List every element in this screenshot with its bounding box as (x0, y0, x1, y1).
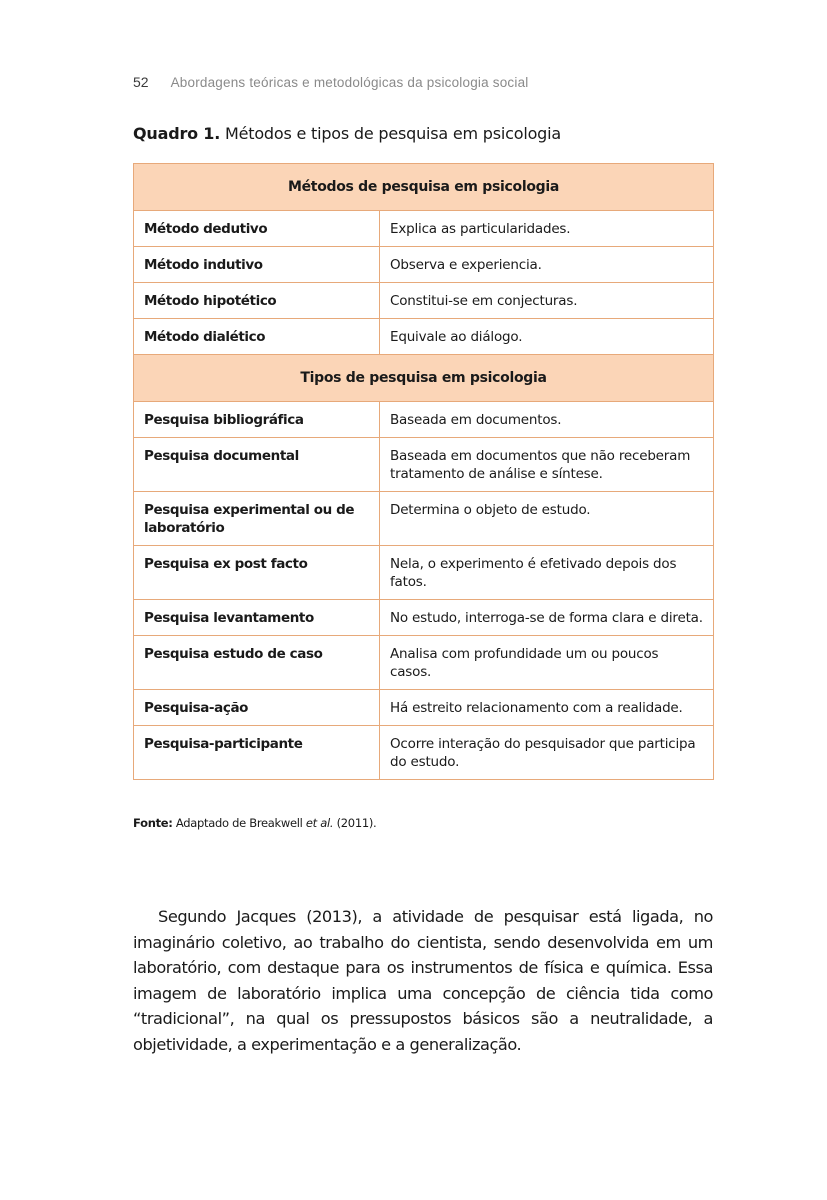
row-description: Constitui-se em conjecturas. (380, 283, 714, 319)
table-caption (133, 124, 561, 143)
section-heading-types: Tipos de pesquisa em psicologia (134, 355, 714, 402)
running-title: Abordagens teóricas e metodológicas da psicologia social (170, 75, 529, 90)
row-term: Pesquisa experimental ou de laboratório (134, 492, 380, 546)
table-row (134, 546, 714, 600)
caption-label: Quadro 1. (133, 124, 221, 143)
row-term: Pesquisa bibliográfica (134, 402, 380, 438)
section-heading-methods: Métodos de pesquisa em psicologia (134, 164, 714, 211)
row-description: Explica as particularidades. (380, 211, 714, 247)
row-description: Equivale ao diálogo. (380, 319, 714, 355)
row-term: Pesquisa levantamento (134, 600, 380, 636)
row-description: Há estreito relacionamento com a realidade. (380, 690, 714, 726)
page-number: 52 (133, 74, 149, 90)
row-term: Método dialético (134, 319, 380, 355)
table-row (134, 690, 714, 726)
row-term: Pesquisa-participante (134, 726, 380, 780)
table-row (134, 247, 714, 283)
source-text: Adaptado de Breakwell (172, 816, 306, 830)
source-label: Fonte: (133, 816, 173, 830)
row-description: Baseada em documentos. (380, 402, 714, 438)
table-row (134, 438, 714, 492)
table-row (134, 636, 714, 690)
source-year: (2011). (333, 816, 377, 830)
row-description: Baseada em documentos que não receberam tratamento de análise e síntese. (380, 438, 714, 492)
table-row (134, 211, 714, 247)
caption-title: Métodos e tipos de pesquisa em psicologia (225, 124, 561, 143)
running-header (133, 74, 529, 90)
body-paragraph: Segundo Jacques (2013), a atividade de pesquisar está ligada, no imaginário coletivo, ao trabalho do cientista, sendo desenvolvida em um laboratório, com destaque para os instrumentos de física e química. Essa imagem de laboratório implica uma concepção de ciência tida como “tradicional”, na qual os pressupostos básicos são a neutralidade, a objetividade, a experimentação e a generalização. (133, 907, 713, 1054)
row-term: Pesquisa estudo de caso (134, 636, 380, 690)
table-row (134, 319, 714, 355)
row-term: Pesquisa documental (134, 438, 380, 492)
table-row (134, 600, 714, 636)
row-description: Analisa com profundidade um ou poucos casos. (380, 636, 714, 690)
table-row (134, 492, 714, 546)
table-row (134, 726, 714, 780)
section-header-row (134, 355, 714, 402)
row-description: Nela, o experimento é efetivado depois dos fatos. (380, 546, 714, 600)
table-source (133, 816, 376, 830)
table-row (134, 283, 714, 319)
methods-table (133, 163, 714, 780)
row-description: No estudo, interroga-se de forma clara e direta. (380, 600, 714, 636)
row-term: Pesquisa ex post facto (134, 546, 380, 600)
row-description: Ocorre interação do pesquisador que participa do estudo. (380, 726, 714, 780)
row-term: Método indutivo (134, 247, 380, 283)
row-term: Método hipotético (134, 283, 380, 319)
row-description: Observa e experiencia. (380, 247, 714, 283)
table-row (134, 402, 714, 438)
source-italic: et al. (305, 816, 334, 830)
section-header-row (134, 164, 714, 211)
row-term: Pesquisa-ação (134, 690, 380, 726)
row-description: Determina o objeto de estudo. (380, 492, 714, 546)
row-term: Método dedutivo (134, 211, 380, 247)
